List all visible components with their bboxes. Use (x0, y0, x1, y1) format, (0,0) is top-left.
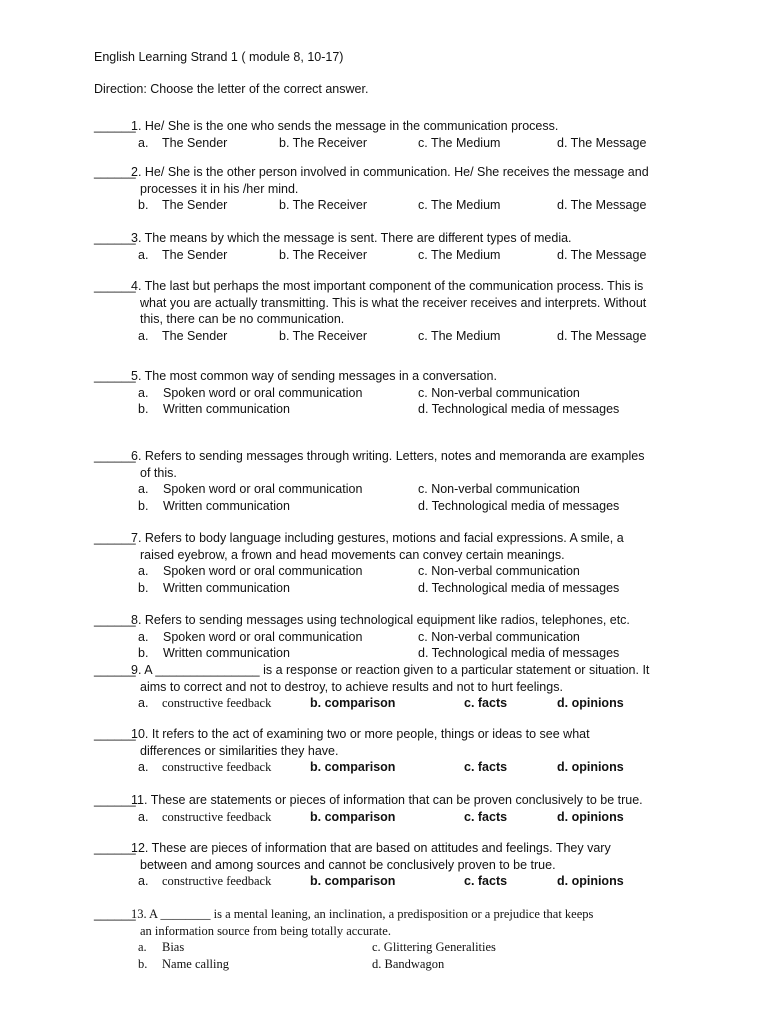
option-row (94, 580, 694, 597)
question-stem: 2. He/ She is the other person involved in communication. He/ She receives the message and (131, 165, 649, 179)
answer-blank[interactable]: ______ (94, 165, 136, 179)
option-letter: b. (138, 498, 149, 513)
option-choice: c. The Medium (418, 198, 501, 212)
question-line (94, 295, 694, 312)
option-row (94, 563, 694, 580)
question-stem: 8. Refers to sending messages using technological equipment like radios, telephones, etc. (131, 613, 630, 627)
option-choice: c. facts (464, 809, 508, 824)
question-stem: 13. A ________ is a mental leaning, an inclination, a predisposition or a prejudice that keeps (131, 907, 594, 921)
option-letter: b. (138, 646, 149, 660)
option-row (94, 645, 694, 662)
option-row (94, 629, 694, 646)
option-choice: The Sender (162, 198, 228, 212)
option-choice: c. The Medium (418, 328, 501, 343)
answer-blank[interactable]: ______ (94, 119, 136, 133)
option-row (94, 197, 694, 214)
option-row (94, 956, 694, 973)
option-choice: Written communication (163, 580, 290, 595)
option-row (94, 759, 694, 776)
option-row (94, 135, 694, 152)
question-stem-continued: processes it in his /her mind. (140, 181, 299, 196)
question-stem: 5. The most common way of sending messages in a conversation. (131, 369, 497, 383)
option-row (94, 498, 694, 515)
question-item (94, 792, 694, 825)
option-row (94, 401, 694, 418)
question-stem: 3. The means by which the message is sent. There are different types of media. (131, 231, 572, 245)
question-line (94, 743, 694, 760)
question-stem: 12. These are pieces of information that are based on attitudes and feelings. They vary (131, 841, 611, 855)
option-letter: a. (138, 135, 149, 150)
option-choice: Spoken word or oral communication (163, 482, 363, 496)
question-line (94, 465, 694, 482)
answer-blank[interactable]: ______ (94, 613, 136, 627)
question-stem-continued: aims to correct and not to destroy, to achieve results and not to hurt feelings. (140, 679, 563, 694)
question-line (94, 547, 694, 564)
question-item (94, 164, 694, 214)
option-choice: The Sender (162, 247, 228, 262)
option-choice: d. The Message (557, 247, 647, 262)
option-choice: b. The Receiver (279, 247, 368, 262)
question-item (94, 906, 694, 972)
option-choice: d. Technological media of messages (418, 646, 620, 660)
question-stem-continued: what you are actually transmitting. This is what the receiver receives and interprets. Without (140, 295, 647, 310)
option-choice: b. The Receiver (279, 198, 368, 212)
option-row (94, 247, 694, 264)
question-item (94, 448, 694, 514)
option-row (94, 809, 694, 826)
option-choice: b. comparison (310, 696, 396, 710)
option-choice: d. Technological media of messages (418, 402, 620, 416)
answer-blank[interactable]: ______ (94, 369, 136, 383)
option-choice: c. Non-verbal communication (418, 482, 580, 496)
option-choice: Written communication (163, 498, 290, 513)
question-stem-continued: between and among sources and cannot be conclusively proven to be true. (140, 857, 556, 872)
answer-blank[interactable]: ______ (94, 841, 136, 855)
option-choice: b. comparison (310, 809, 396, 824)
question-line (94, 923, 694, 940)
question-stem-continued: raised eyebrow, a frown and head movements can convey certain meanings. (140, 547, 565, 562)
direction-text: Direction: Choose the letter of the correct answer. (94, 82, 369, 96)
option-letter: a. (138, 874, 149, 888)
option-row (94, 939, 694, 956)
answer-blank[interactable]: ______ (94, 449, 136, 463)
option-choice: d. opinions (557, 809, 624, 824)
option-letter: a. (138, 696, 149, 710)
option-choice: Written communication (163, 646, 290, 660)
option-choice: Name calling (162, 956, 229, 971)
option-choice: c. facts (464, 760, 508, 774)
option-choice: The Sender (162, 328, 228, 343)
question-item (94, 230, 694, 263)
option-row (94, 328, 694, 345)
question-line (94, 726, 694, 743)
option-choice: constructive feedback (162, 809, 272, 824)
question-line (94, 230, 694, 247)
option-choice: d. opinions (557, 760, 624, 774)
question-line (94, 906, 694, 923)
option-choice: d. opinions (557, 696, 624, 710)
question-stem: 4. The last but perhaps the most important component of the communication process. This is (131, 279, 644, 293)
question-item (94, 662, 694, 712)
option-choice: d. The Message (557, 328, 647, 343)
option-choice: Spoken word or oral communication (163, 564, 363, 578)
question-stem-continued: an information source from being totally accurate. (140, 923, 391, 938)
option-choice: Bias (162, 940, 185, 954)
question-item (94, 278, 694, 344)
option-letter: a. (138, 564, 149, 578)
option-letter: a. (138, 940, 147, 954)
question-line (94, 840, 694, 857)
answer-blank[interactable]: ______ (94, 907, 136, 921)
question-item (94, 368, 694, 418)
answer-blank[interactable]: ______ (94, 531, 136, 545)
option-choice: b. comparison (310, 874, 396, 888)
option-letter: a. (138, 629, 149, 644)
option-choice: d. Bandwagon (372, 956, 445, 971)
question-line (94, 679, 694, 696)
option-choice: d. Technological media of messages (418, 580, 620, 595)
answer-blank[interactable]: ______ (94, 727, 136, 741)
question-stem: 6. Refers to sending messages through writing. Letters, notes and memoranda are examples (131, 449, 645, 463)
option-choice: c. facts (464, 696, 508, 710)
option-choice: Written communication (163, 402, 290, 416)
question-line (94, 530, 694, 547)
option-letter: b. (138, 198, 149, 212)
option-row (94, 385, 694, 402)
option-choice: constructive feedback (162, 760, 272, 774)
option-choice: The Sender (162, 135, 228, 150)
option-choice: b. The Receiver (279, 328, 368, 343)
question-item (94, 118, 694, 151)
question-line (94, 612, 694, 629)
option-letter: a. (138, 328, 149, 343)
question-line (94, 311, 694, 328)
question-stem: 7. Refers to body language including gestures, motions and facial expressions. A smile, a (131, 531, 624, 545)
question-line (94, 662, 694, 679)
option-choice: c. The Medium (418, 135, 501, 150)
option-choice: c. Glittering Generalities (372, 940, 496, 954)
option-letter: a. (138, 482, 149, 496)
option-row (94, 695, 694, 712)
option-choice: b. The Receiver (279, 135, 368, 150)
question-line (94, 368, 694, 385)
option-row (94, 481, 694, 498)
option-choice: d. The Message (557, 135, 647, 150)
option-letter: a. (138, 809, 149, 824)
option-letter: b. (138, 956, 148, 971)
question-line (94, 792, 694, 809)
question-line (94, 181, 694, 198)
question-item (94, 612, 694, 662)
option-choice: d. opinions (557, 874, 624, 888)
option-letter: b. (138, 402, 149, 416)
answer-blank[interactable]: ______ (94, 279, 136, 293)
option-choice: c. Non-verbal communication (418, 629, 580, 644)
question-stem: 10. It refers to the act of examining two or more people, things or ideas to see what (131, 727, 590, 741)
question-line (94, 278, 694, 295)
question-item (94, 840, 694, 890)
question-stem-continued: this, there can be no communication. (140, 312, 345, 326)
question-line (94, 118, 694, 135)
option-choice: d. Technological media of messages (418, 498, 620, 513)
option-choice: c. Non-verbal communication (418, 564, 580, 578)
question-stem: 1. He/ She is the one who sends the message in the communication process. (131, 119, 559, 133)
option-choice: c. The Medium (418, 247, 501, 262)
worksheet-title: English Learning Strand 1 ( module 8, 10-17) (94, 50, 344, 64)
option-letter: a. (138, 760, 149, 774)
answer-blank[interactable]: ______ (94, 663, 136, 677)
question-item (94, 530, 694, 596)
question-line (94, 164, 694, 181)
option-choice: Spoken word or oral communication (163, 385, 363, 400)
answer-blank[interactable]: ______ (94, 793, 136, 807)
option-letter: b. (138, 580, 149, 595)
answer-blank[interactable]: ______ (94, 231, 136, 245)
option-choice: d. The Message (557, 198, 647, 212)
option-choice: c. facts (464, 874, 508, 888)
question-line (94, 857, 694, 874)
question-item (94, 726, 694, 776)
option-letter: a. (138, 385, 149, 400)
option-choice: constructive feedback (162, 696, 272, 710)
question-stem-continued: differences or similarities they have. (140, 743, 339, 758)
option-choice: Spoken word or oral communication (163, 629, 363, 644)
question-stem: 11. These are statements or pieces of information that can be proven conclusively to be true. (131, 793, 643, 807)
question-line (94, 448, 694, 465)
question-stem-continued: of this. (140, 465, 177, 480)
option-choice: c. Non-verbal communication (418, 385, 580, 400)
option-choice: b. comparison (310, 760, 396, 774)
option-letter: a. (138, 247, 149, 262)
question-stem: 9. A _______________ is a response or reaction given to a particular statement or situation. It (131, 663, 650, 677)
option-choice: constructive feedback (162, 874, 272, 888)
option-row (94, 873, 694, 890)
